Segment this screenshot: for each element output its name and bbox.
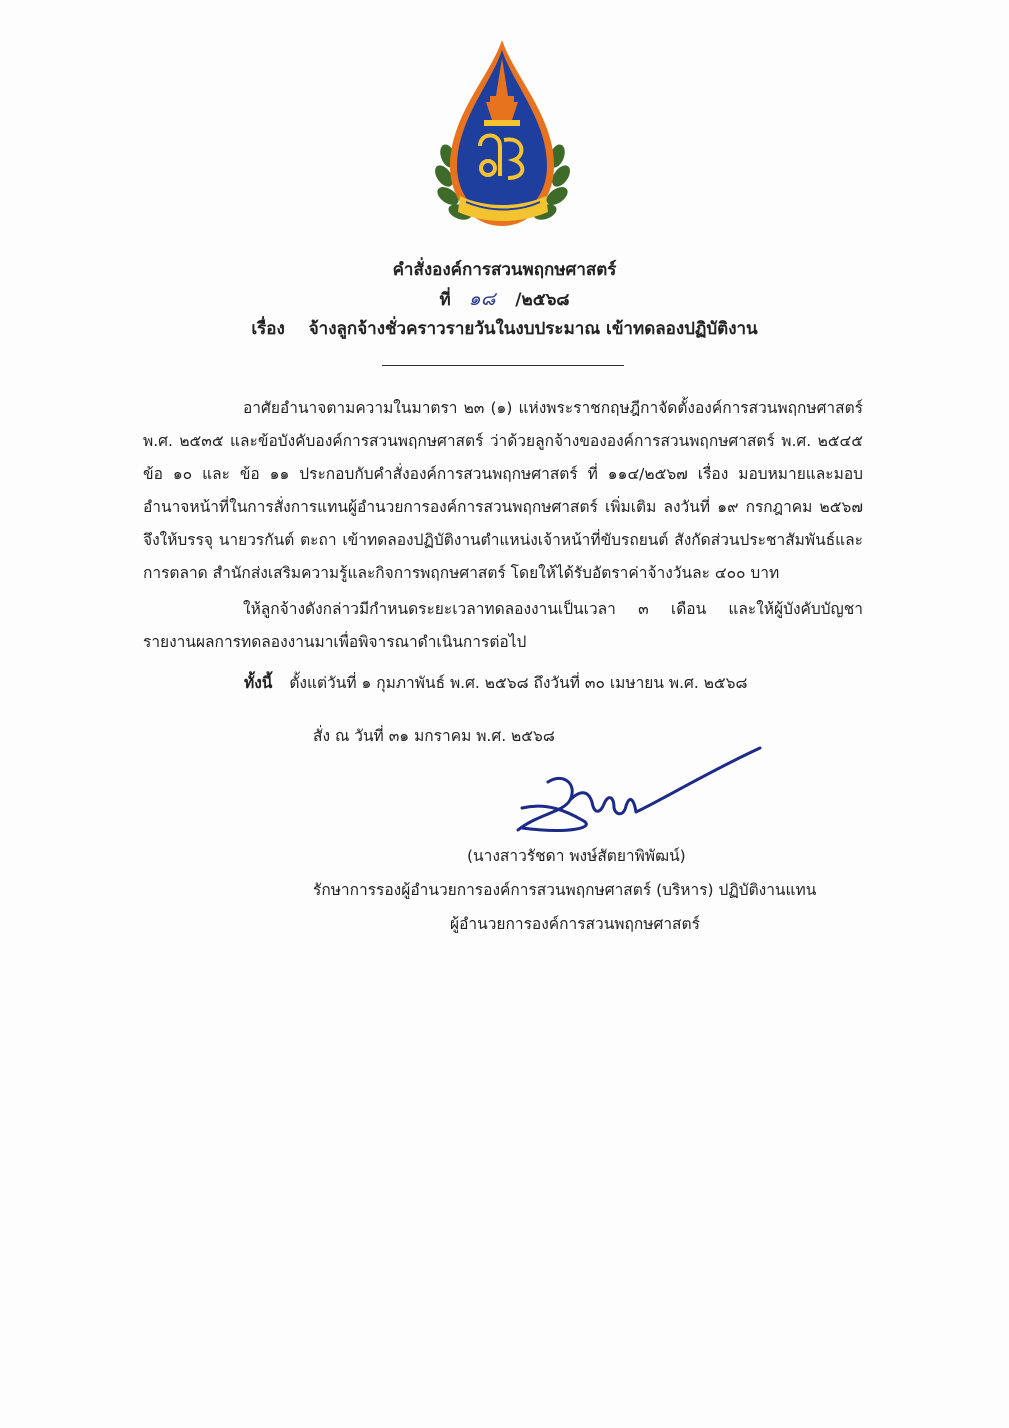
effective-label: ทั้งนี้ xyxy=(244,674,273,692)
handwritten-signature xyxy=(508,742,768,842)
subject-text: จ้างลูกจ้างชั่วคราวรายวันในงบประมาณ เข้าทดลองปฏิบัติงาน xyxy=(308,319,758,339)
organization-logo xyxy=(430,36,575,241)
order-number-line xyxy=(0,284,1009,314)
order-number-label: ที่ xyxy=(439,290,451,310)
ordered-date: สั่ง ณ วันที่ ๓๑ มกราคม พ.ศ. ๒๕๖๘ xyxy=(313,727,555,745)
order-number-handwritten: ๑๘ xyxy=(468,288,496,310)
body-paragraph-2: ให้ลูกจ้างดังกล่าวมีกำหนดระยะเวลาทดลองงานเป็นเวลา ๓ เดือน และให้ผู้บังคับบัญชารายงานผลการทดลองงานมาเพื่อพิจารณาดำเนินการต่อไป xyxy=(143,600,863,651)
order-number-year: /๒๕๖๘ xyxy=(515,290,570,310)
signatory-name: (นางสาวรัชดา พงษ์สัตยาพิพัฒน์) xyxy=(467,847,686,865)
signatory-position-line2: ผู้อำนวยการองค์การสวนพฤกษศาสตร์ xyxy=(450,915,700,933)
document-title: คำสั่งองค์การสวนพฤกษศาสตร์ xyxy=(392,260,617,280)
effective-text: ตั้งแต่วันที่ ๑ กุมภาพันธ์ พ.ศ. ๒๕๖๘ ถึงวันที่ ๓๐ เมษายน พ.ศ. ๒๕๖๘ xyxy=(289,674,748,692)
body-paragraph-1: อาศัยอำนาจตามความในมาตรา ๒๓ (๑) แห่งพระราชกฤษฎีกาจัดตั้งองค์การสวนพฤกษศาสตร์ พ.ศ. ๒๕๓๕ และข้อบังคับองค์การสวนพฤกษศาสตร์ ว่าด้วยลูกจ้างขององค์การสวนพฤกษศาสตร์ พ.ศ. ๒๕๔๕ ข้อ ๑๐ และ ข้อ ๑๑ ประกอบกับคำสั่งองค์การสวนพฤกษศาสตร์ ที่ ๑๑๔/๒๕๖๗ เรื่อง มอบหมายและมอบอำนาจหน้าที่ในการสั่งการแทนผู้อำนวยการองค์การสวนพฤกษศาสตร์ เพิ่มเติม ลงวันที่ ๑๙ กรกฎาคม ๒๕๖๗ จึงให้บรรจุ นายวรกันต์ ตะถา เข้าทดลองปฏิบัติงานตำแหน่งเจ้าหน้าที่ขับรถยนต์ สังกัดส่วนประชาสัมพันธ์และการตลาด สำนักส่งเสริมความรู้และกิจการพฤกษศาสตร์ โดยให้ได้รับอัตราค่าจ้างวันละ ๔๐๐ บาท xyxy=(143,399,863,582)
signatory-position-line1: รักษาการรองผู้อำนวยการองค์การสวนพฤกษศาสตร์ (บริหาร) ปฏิบัติงานแทน xyxy=(313,881,817,899)
effective-period xyxy=(244,667,747,700)
subject-line xyxy=(0,315,1009,342)
subject-label: เรื่อง xyxy=(251,319,285,339)
header-divider xyxy=(382,365,624,366)
